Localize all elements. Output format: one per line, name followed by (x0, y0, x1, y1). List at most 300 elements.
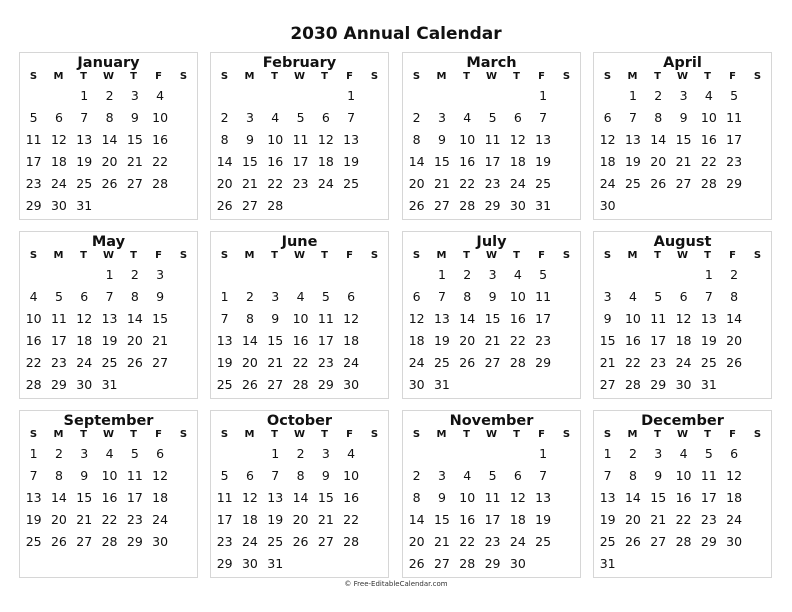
day-cell: 23 (25, 176, 42, 191)
weekday-label: S (220, 250, 229, 261)
day-cell: 8 (730, 289, 739, 304)
weekday-label: M (53, 250, 64, 261)
day-cell: 4 (463, 468, 472, 483)
day-cell: 11 (650, 311, 667, 326)
day-cell: 11 (25, 132, 42, 147)
weekday-label: T (654, 250, 661, 261)
day-cell: 30 (509, 556, 526, 571)
day-cell: 28 (101, 534, 118, 549)
day-grid (594, 85, 771, 217)
day-cell: 18 (317, 154, 334, 169)
day-cell: 12 (509, 132, 526, 147)
day-cell: 17 (484, 154, 501, 169)
day-cell: 11 (317, 311, 334, 326)
day-cell: 6 (321, 110, 330, 125)
day-cell: 14 (50, 490, 67, 505)
day-cell: 20 (650, 154, 667, 169)
day-cell: 26 (292, 534, 309, 549)
weekday-label: S (753, 429, 762, 440)
day-cell: 18 (726, 490, 743, 505)
day-cell: 2 (628, 446, 637, 461)
day-cell: 3 (437, 468, 446, 483)
weekday-label: T (463, 71, 470, 82)
day-cell: 3 (679, 88, 688, 103)
month-name: April (663, 55, 702, 71)
day-cell: 26 (241, 377, 258, 392)
day-cell: 28 (459, 198, 476, 213)
day-cell: 22 (292, 355, 309, 370)
day-cell: 11 (484, 490, 501, 505)
weekday-label: M (244, 71, 255, 82)
day-cell: 24 (599, 176, 616, 191)
day-cell: 10 (292, 311, 309, 326)
day-cell: 30 (241, 556, 258, 571)
day-cell: 16 (675, 490, 692, 505)
day-cell: 1 (628, 88, 637, 103)
day-cell: 2 (245, 289, 254, 304)
day-cell: 19 (343, 154, 360, 169)
day-cell: 31 (433, 377, 450, 392)
day-cell: 5 (704, 446, 713, 461)
empty-cell (595, 264, 620, 286)
empty-cell (313, 264, 338, 286)
day-cell: 24 (509, 176, 526, 191)
empty-cell (620, 264, 645, 286)
day-cell: 16 (343, 490, 360, 505)
day-cell: 13 (101, 311, 118, 326)
day-cell: 12 (408, 311, 425, 326)
day-cell: 27 (599, 377, 616, 392)
day-grid (20, 443, 197, 553)
day-cell: 14 (216, 154, 233, 169)
month-name: May (91, 234, 126, 250)
weekday-header (594, 250, 771, 262)
day-cell: 19 (535, 512, 552, 527)
day-cell: 23 (50, 355, 67, 370)
day-cell: 7 (105, 289, 114, 304)
day-cell: 15 (152, 311, 169, 326)
weekday-label: S (753, 71, 762, 82)
day-cell: 25 (25, 534, 42, 549)
empty-cell (429, 443, 454, 465)
day-cell: 9 (679, 110, 688, 125)
day-cell: 18 (408, 333, 425, 348)
empty-cell (212, 264, 237, 286)
day-cell: 3 (130, 88, 139, 103)
weekday-label: S (179, 71, 188, 82)
weekday-label: M (627, 429, 638, 440)
day-cell: 12 (726, 468, 743, 483)
weekday-label: S (370, 429, 379, 440)
day-cell: 28 (152, 176, 169, 191)
day-cell: 8 (628, 468, 637, 483)
day-cell: 3 (271, 289, 280, 304)
day-cell: 16 (509, 311, 526, 326)
day-cell: 23 (700, 512, 717, 527)
day-cell: 1 (347, 88, 356, 103)
empty-cell (505, 85, 530, 107)
day-cell: 11 (484, 132, 501, 147)
day-cell: 14 (101, 132, 118, 147)
weekday-header (594, 71, 771, 83)
day-grid (594, 443, 771, 575)
day-cell: 22 (101, 512, 118, 527)
day-cell: 29 (216, 556, 233, 571)
day-cell: 24 (76, 355, 93, 370)
day-cell: 19 (76, 154, 93, 169)
day-cell: 3 (321, 446, 330, 461)
day-cell: 8 (54, 468, 63, 483)
weekday-label: W (676, 429, 689, 440)
day-cell: 2 (412, 110, 421, 125)
weekday-label: M (436, 250, 447, 261)
empty-cell (212, 443, 237, 465)
day-cell: 12 (509, 490, 526, 505)
day-cell: 7 (271, 468, 280, 483)
day-cell: 24 (509, 534, 526, 549)
day-cell: 5 (130, 446, 139, 461)
day-cell: 31 (101, 377, 118, 392)
day-cell: 6 (679, 289, 688, 304)
day-cell: 27 (317, 534, 334, 549)
day-cell: 17 (25, 154, 42, 169)
weekday-label: M (627, 71, 638, 82)
day-cell: 7 (704, 289, 713, 304)
month-october (210, 410, 389, 578)
weekday-label: M (627, 250, 638, 261)
month-name: January (77, 55, 140, 71)
day-cell: 13 (76, 132, 93, 147)
day-cell: 4 (271, 110, 280, 125)
day-cell: 5 (730, 88, 739, 103)
day-cell: 2 (296, 446, 305, 461)
day-cell: 4 (29, 289, 38, 304)
month-december (593, 410, 772, 578)
weekday-label: F (346, 429, 353, 440)
day-cell: 24 (726, 512, 743, 527)
footer-credit: © Free-EditableCalendar.com (344, 580, 448, 588)
day-cell: 18 (343, 333, 360, 348)
weekday-label: S (179, 429, 188, 440)
day-cell: 27 (241, 198, 258, 213)
day-cell: 24 (317, 176, 334, 191)
day-cell: 17 (650, 333, 667, 348)
day-cell: 25 (216, 377, 233, 392)
day-cell: 28 (459, 556, 476, 571)
day-cell: 19 (101, 333, 118, 348)
day-cell: 12 (343, 311, 360, 326)
weekday-label: T (271, 71, 278, 82)
day-cell: 7 (220, 311, 229, 326)
day-cell: 22 (675, 512, 692, 527)
day-cell: 23 (317, 355, 334, 370)
weekday-label: F (155, 71, 162, 82)
day-cell: 29 (126, 534, 143, 549)
day-cell: 20 (216, 176, 233, 191)
empty-cell (288, 264, 313, 286)
month-august (593, 231, 772, 399)
day-cell: 17 (700, 490, 717, 505)
day-cell: 7 (603, 468, 612, 483)
day-cell: 1 (29, 446, 38, 461)
empty-cell (263, 264, 288, 286)
weekday-label: W (485, 71, 498, 82)
day-cell: 20 (459, 333, 476, 348)
day-cell: 28 (624, 377, 641, 392)
day-cell: 2 (220, 110, 229, 125)
weekday-label: S (562, 429, 571, 440)
day-cell: 3 (437, 110, 446, 125)
empty-cell (595, 85, 620, 107)
day-cell: 3 (80, 446, 89, 461)
empty-cell (72, 264, 97, 286)
day-cell: 13 (25, 490, 42, 505)
weekday-label: S (412, 71, 421, 82)
day-cell: 5 (488, 110, 497, 125)
day-cell: 14 (650, 132, 667, 147)
day-cell: 16 (101, 490, 118, 505)
day-cell: 30 (509, 198, 526, 213)
weekday-label: S (603, 429, 612, 440)
weekday-label: F (538, 71, 545, 82)
day-cell: 9 (80, 468, 89, 483)
weekday-header (20, 71, 197, 83)
day-cell: 19 (624, 154, 641, 169)
day-cell: 16 (624, 333, 641, 348)
day-cell: 14 (726, 311, 743, 326)
day-grid (403, 443, 580, 575)
empty-cell (338, 264, 363, 286)
day-cell: 21 (267, 355, 284, 370)
weekday-header (211, 71, 388, 83)
weekday-label: M (53, 429, 64, 440)
weekday-label: T (80, 71, 87, 82)
day-cell: 8 (296, 468, 305, 483)
day-cell: 25 (343, 176, 360, 191)
day-cell: 27 (126, 176, 143, 191)
month-name: September (63, 413, 154, 429)
day-grid (211, 443, 388, 575)
day-cell: 1 (220, 289, 229, 304)
day-cell: 21 (650, 512, 667, 527)
day-cell: 16 (459, 154, 476, 169)
day-cell: 1 (704, 267, 713, 282)
day-cell: 4 (628, 289, 637, 304)
day-cell: 18 (599, 154, 616, 169)
day-cell: 31 (76, 198, 93, 213)
day-cell: 14 (624, 490, 641, 505)
day-cell: 30 (76, 377, 93, 392)
day-cell: 30 (343, 377, 360, 392)
day-cell: 21 (241, 176, 258, 191)
day-cell: 1 (271, 446, 280, 461)
empty-cell (46, 85, 71, 107)
day-cell: 11 (50, 311, 67, 326)
month-november (402, 410, 581, 578)
day-cell: 17 (535, 311, 552, 326)
day-cell: 6 (347, 289, 356, 304)
day-cell: 15 (650, 490, 667, 505)
day-cell: 13 (267, 490, 284, 505)
day-grid (211, 264, 388, 396)
weekday-label: W (485, 429, 498, 440)
day-cell: 15 (433, 154, 450, 169)
day-cell: 10 (343, 468, 360, 483)
day-cell: 5 (29, 110, 38, 125)
day-cell: 10 (700, 110, 717, 125)
month-name: November (449, 413, 534, 429)
weekday-label: W (293, 71, 306, 82)
day-cell: 24 (408, 355, 425, 370)
day-cell: 2 (730, 267, 739, 282)
day-cell: 26 (726, 355, 743, 370)
month-name: February (262, 55, 337, 71)
weekday-label: F (729, 250, 736, 261)
day-cell: 15 (76, 490, 93, 505)
day-cell: 31 (599, 556, 616, 571)
day-cell: 9 (130, 110, 139, 125)
weekday-label: S (370, 71, 379, 82)
month-name: December (641, 413, 724, 429)
day-cell: 29 (650, 377, 667, 392)
day-cell: 13 (216, 333, 233, 348)
day-cell: 12 (317, 132, 334, 147)
day-cell: 15 (433, 512, 450, 527)
day-cell: 6 (513, 110, 522, 125)
weekday-label: W (293, 250, 306, 261)
day-cell: 10 (459, 132, 476, 147)
day-cell: 3 (603, 289, 612, 304)
day-cell: 29 (50, 377, 67, 392)
weekday-label: S (562, 71, 571, 82)
day-cell: 22 (624, 355, 641, 370)
day-cell: 23 (484, 176, 501, 191)
day-cell: 23 (650, 355, 667, 370)
day-cell: 4 (704, 88, 713, 103)
day-cell: 4 (513, 267, 522, 282)
empty-cell (455, 443, 480, 465)
empty-cell (480, 85, 505, 107)
day-cell: 11 (726, 110, 743, 125)
weekday-label: T (704, 250, 711, 261)
day-cell: 31 (535, 198, 552, 213)
day-cell: 23 (292, 176, 309, 191)
weekday-label: W (102, 71, 115, 82)
weekday-label: F (155, 429, 162, 440)
empty-cell (237, 85, 262, 107)
day-cell: 10 (152, 110, 169, 125)
day-cell: 26 (216, 198, 233, 213)
day-cell: 8 (412, 490, 421, 505)
day-cell: 6 (603, 110, 612, 125)
day-cell: 23 (216, 534, 233, 549)
day-cell: 14 (408, 512, 425, 527)
day-cell: 23 (484, 534, 501, 549)
weekday-label: F (729, 71, 736, 82)
weekday-label: T (271, 250, 278, 261)
day-cell: 7 (437, 289, 446, 304)
day-cell: 10 (25, 311, 42, 326)
day-cell: 10 (509, 289, 526, 304)
day-cell: 27 (76, 534, 93, 549)
empty-cell (46, 264, 71, 286)
day-cell: 13 (599, 490, 616, 505)
day-cell: 2 (105, 88, 114, 103)
empty-cell (671, 264, 696, 286)
day-cell: 18 (675, 333, 692, 348)
day-cell: 27 (433, 198, 450, 213)
day-cell: 9 (488, 289, 497, 304)
day-cell: 15 (675, 132, 692, 147)
day-cell: 27 (650, 534, 667, 549)
day-cell: 10 (101, 468, 118, 483)
day-cell: 3 (245, 110, 254, 125)
day-cell: 17 (216, 512, 233, 527)
day-cell: 28 (25, 377, 42, 392)
weekday-label: T (704, 71, 711, 82)
weekday-label: T (654, 71, 661, 82)
day-cell: 9 (437, 132, 446, 147)
day-cell: 6 (245, 468, 254, 483)
day-cell: 6 (412, 289, 421, 304)
day-cell: 5 (539, 267, 548, 282)
day-cell: 28 (343, 534, 360, 549)
day-cell: 24 (50, 176, 67, 191)
empty-cell (404, 264, 429, 286)
day-cell: 31 (267, 556, 284, 571)
weekday-label: T (513, 250, 520, 261)
day-cell: 16 (267, 154, 284, 169)
weekday-label: T (80, 429, 87, 440)
day-cell: 30 (726, 534, 743, 549)
day-cell: 12 (152, 468, 169, 483)
day-cell: 6 (730, 446, 739, 461)
day-cell: 9 (245, 132, 254, 147)
empty-cell (404, 85, 429, 107)
day-cell: 12 (675, 311, 692, 326)
day-cell: 8 (220, 132, 229, 147)
month-january (19, 52, 198, 220)
month-may (19, 231, 198, 399)
day-cell: 14 (241, 333, 258, 348)
day-cell: 21 (317, 512, 334, 527)
page-title: 2030 Annual Calendar (290, 24, 502, 44)
day-cell: 2 (130, 267, 139, 282)
day-grid (403, 85, 580, 217)
day-cell: 15 (317, 490, 334, 505)
day-cell: 9 (271, 311, 280, 326)
day-cell: 8 (412, 132, 421, 147)
day-cell: 5 (54, 289, 63, 304)
day-cell: 27 (484, 355, 501, 370)
weekday-label: T (321, 71, 328, 82)
day-cell: 18 (241, 512, 258, 527)
month-april (593, 52, 772, 220)
weekday-label: M (53, 71, 64, 82)
empty-cell (646, 264, 671, 286)
day-cell: 22 (343, 512, 360, 527)
day-cell: 25 (535, 176, 552, 191)
day-cell: 14 (408, 154, 425, 169)
day-cell: 9 (321, 468, 330, 483)
day-cell: 5 (296, 110, 305, 125)
day-cell: 18 (50, 154, 67, 169)
day-cell: 19 (25, 512, 42, 527)
weekday-label: F (538, 429, 545, 440)
day-cell: 4 (347, 446, 356, 461)
day-cell: 27 (433, 556, 450, 571)
weekday-label: S (220, 71, 229, 82)
